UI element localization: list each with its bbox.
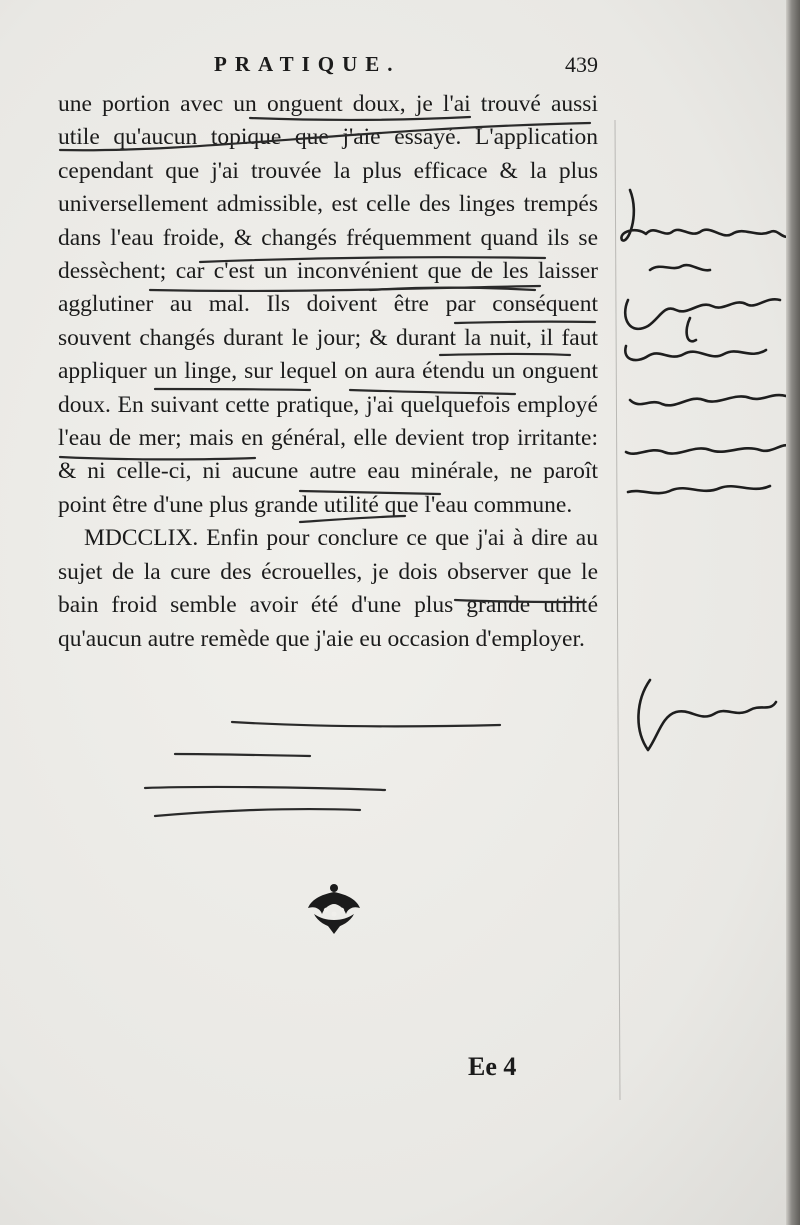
underline: [60, 457, 255, 459]
page-crease: [615, 120, 620, 1100]
margin-scribble: [626, 445, 790, 454]
underline: [250, 117, 470, 120]
margin-scribble: [638, 680, 776, 750]
running-head: PRATIQUE.: [214, 52, 401, 76]
margin-scribble: [687, 318, 696, 341]
underline: [145, 787, 385, 790]
underline: [455, 322, 595, 323]
margin-scribble: [621, 190, 790, 241]
paragraph-2: MDCCLIX. Enfin pour conclure ce que j'ai à dire au sujet de la cure des écrouelles, je dois observer que le bain froid semble avoir été d'une plus grande utilité qu'aucun autre remède que j'aie eu occasion d'employer.: [58, 525, 598, 652]
margin-scribble: [630, 395, 786, 405]
underline: [455, 600, 585, 602]
margin-scribble: [650, 265, 710, 270]
underline: [300, 516, 405, 522]
underline: [200, 257, 545, 262]
paragraph-1: une portion avec un onguent doux, je l'ai trouvé aussi utile qu'aucun topique que j'aie essayé. L'application cependant que j'ai trouvée la plus efficace & la plus universellement admissible, est celle des linges trempés dans l'eau froide, & changés fréquemment quand ils se dessèchent; car c'est un inconvénient que de les laisser agglutiner au mal. Ils doivent être par conséquent souvent changés durant le jour; & durant la nuit, il faut appliquer un linge, sur lequel on aura étendu un onguent doux. En suivant cette pratique, j'ai quelquefois employé l'eau de mer; mais en général, elle devient trop irritante: & ni celle-ci, ni aucune autre eau minérale, ne paroît point être d'une plus grande utilité que l'eau commune.: [58, 91, 598, 518]
book-spine: [786, 0, 800, 1225]
underline: [440, 354, 570, 355]
margin-scribble: [625, 346, 766, 360]
underline: [300, 491, 440, 494]
underline: [350, 390, 515, 394]
underline: [155, 809, 360, 816]
margin-scribble: [625, 299, 780, 329]
page-number: 439: [565, 52, 598, 77]
underline: [232, 722, 500, 726]
margin-scribble: [628, 486, 770, 493]
underline: [60, 123, 590, 150]
signature-mark: Ee 4: [468, 1052, 517, 1081]
underline: [155, 389, 310, 390]
underline: [175, 754, 310, 756]
